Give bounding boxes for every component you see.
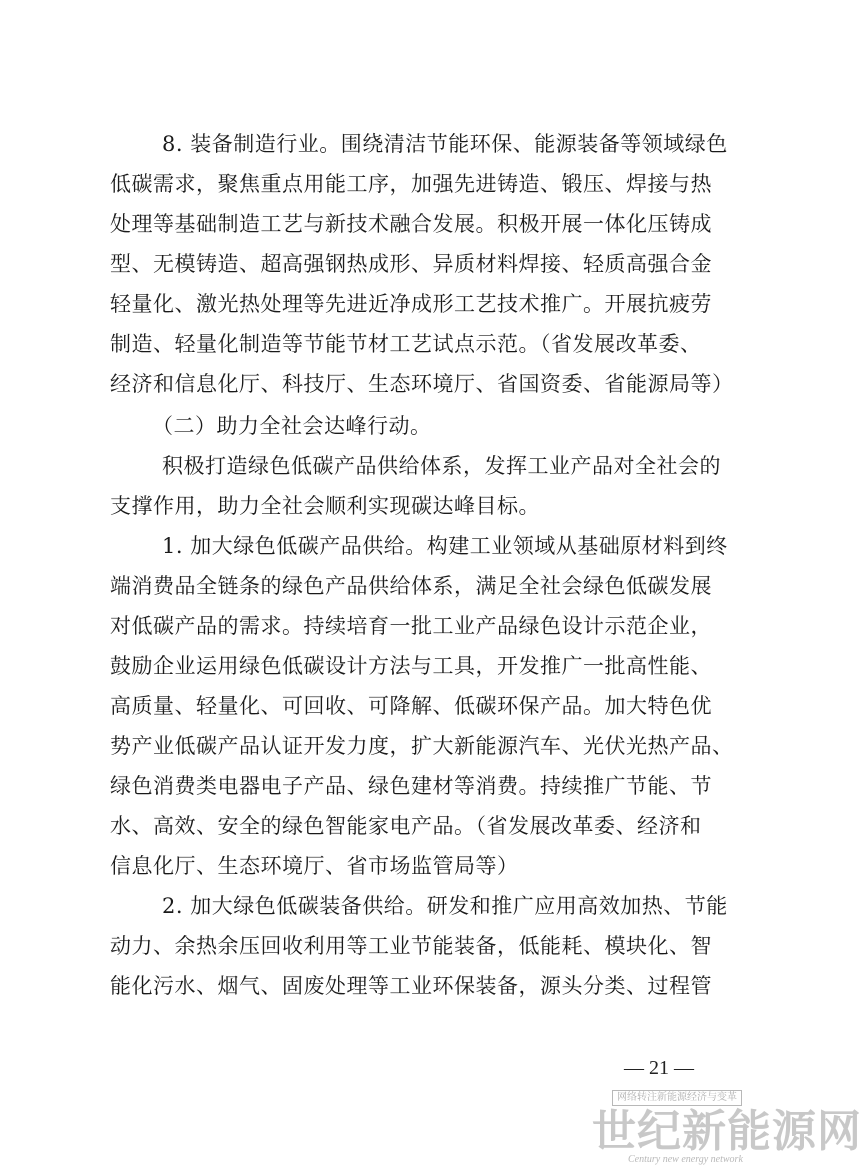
- body-line: 鼓励企业运用绿色低碳设计方法与工具，开发推广一批高性能、: [110, 654, 712, 678]
- body-line: 2. 加大绿色低碳装备供给。研发和推广应用高效加热、节能: [162, 894, 728, 918]
- body-line: 轻量化、激光热处理等先进近净成形工艺技术推广。开展抗疲劳: [110, 292, 712, 316]
- body-line: 处理等基础制造工艺与新技术融合发展。积极开展一体化压铸成: [110, 212, 712, 236]
- page-number: — 21 —: [624, 1057, 694, 1079]
- body-line: 制造、轻量化制造等节能节材工艺试点示范。（省发展改革委、: [110, 332, 702, 356]
- body-line: 低碳需求，聚焦重点用能工序，加强先进铸造、锻压、焊接与热: [110, 172, 712, 196]
- body-line: 势产业低碳产品认证开发力度，扩大新能源汽车、光伏光热产品、: [110, 734, 734, 758]
- body-line: 经济和信息化厅、科技厅、生态环境厅、省国资委、省能源局等）: [110, 372, 734, 396]
- body-line: 能化污水、烟气、固废处理等工业环保装备，源头分类、过程管: [110, 974, 712, 998]
- watermark-logo: 世纪新能源网: [592, 1106, 862, 1157]
- body-line: 水、高效、安全的绿色智能家电产品。（省发展改革委、经济和: [110, 814, 702, 838]
- body-line: 8. 装备制造行业。围绕清洁节能环保、能源装备等领域绿色: [162, 132, 728, 156]
- body-line: 端消费品全链条的绿色产品供给体系，满足全社会绿色低碳发展: [110, 574, 712, 598]
- body-line: 1. 加大绿色低碳产品供给。构建工业领域从基础原材料到终: [162, 534, 728, 558]
- watermark-subtitle: Century new energy network: [628, 1154, 743, 1165]
- watermark-caption: 网络转注新能源经济与变革: [612, 1090, 742, 1106]
- body-line: 对低碳产品的需求。持续培育一批工业产品绿色设计示范企业，: [110, 614, 712, 638]
- section-heading: （二）助力全社会达峰行动。: [152, 414, 432, 438]
- body-line: 动力、余热余压回收利用等工业节能装备，低能耗、模块化、智: [110, 934, 712, 958]
- body-line: 信息化厅、生态环境厅、省市场监管局等）: [110, 854, 519, 878]
- body-line: 积极打造绿色低碳产品供给体系，发挥工业产品对全社会的: [162, 454, 721, 478]
- body-line: 绿色消费类电器电子产品、绿色建材等消费。持续推广节能、节: [110, 774, 712, 798]
- body-line: 支撑作用，助力全社会顺利实现碳达峰目标。: [110, 494, 540, 518]
- body-line: 高质量、轻量化、可回收、可降解、低碳环保产品。加大特色优: [110, 694, 712, 718]
- body-line: 型、无模铸造、超高强钢热成形、异质材料焊接、轻质高强合金: [110, 252, 712, 276]
